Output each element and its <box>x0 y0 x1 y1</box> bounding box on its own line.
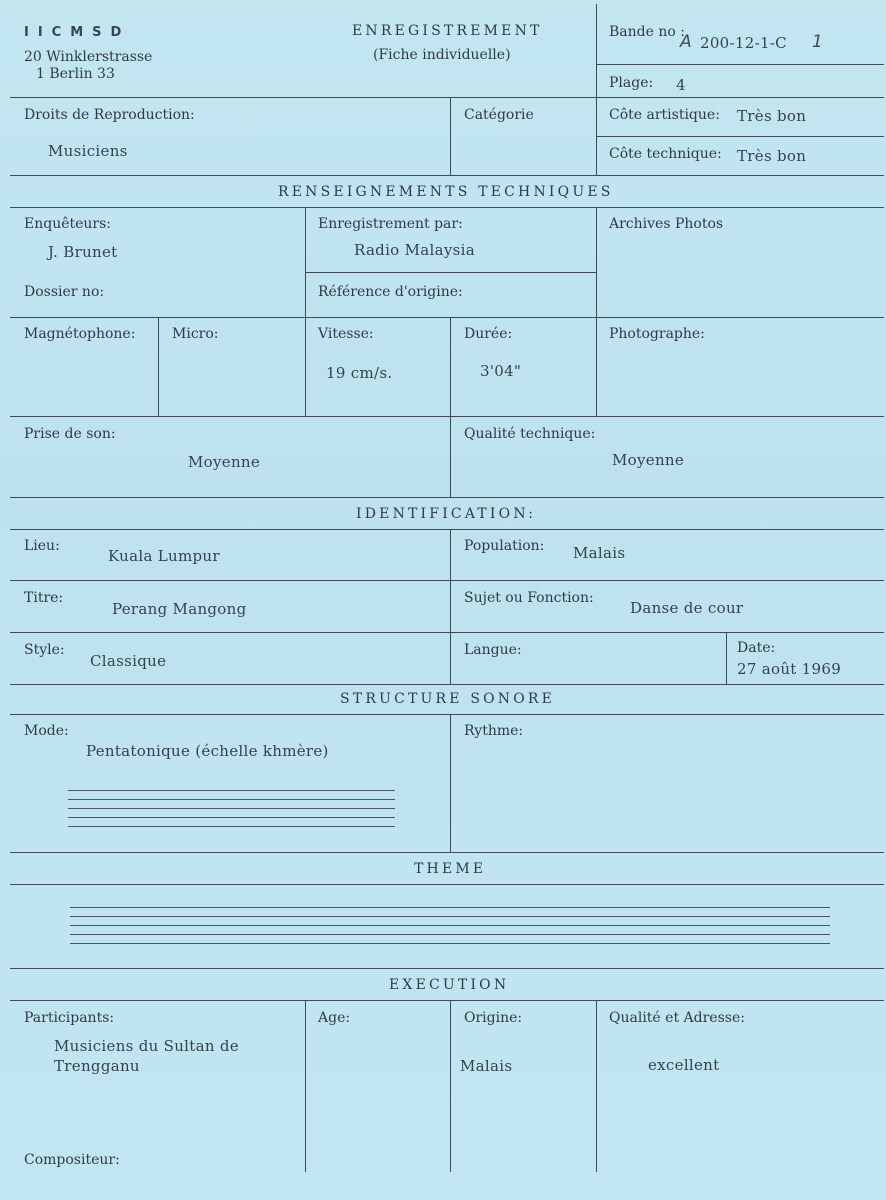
sujet-fonction-value: Danse de cour <box>630 599 744 617</box>
rule-ident-mid <box>450 529 451 684</box>
categorie-label: Catégorie <box>464 107 534 123</box>
dossier-label: Dossier no: <box>24 284 105 300</box>
form-subtitle: (Fiche individuelle) <box>373 47 511 63</box>
population-value: Malais <box>573 544 626 562</box>
rule-theme-title-bottom <box>10 884 884 885</box>
enqueteurs-label: Enquêteurs: <box>24 216 112 232</box>
langue-label: Langue: <box>464 642 522 658</box>
rule-plage-top <box>597 64 884 65</box>
vitesse-value: 19 cm/s. <box>326 364 393 382</box>
section-title-execution: EXECUTION <box>389 977 510 993</box>
date-value: 27 août 1969 <box>737 660 842 678</box>
rule-ident-title-bottom <box>10 529 884 530</box>
rule-struct-title-bottom <box>10 714 884 715</box>
qualite-technique-label: Qualité technique: <box>464 426 596 442</box>
participants-value-line2: Trengganu <box>54 1057 140 1075</box>
enreg-par-label: Enregistrement par: <box>318 216 463 232</box>
cote-technique-value: Très bon <box>737 147 807 165</box>
participants-label: Participants: <box>24 1010 115 1026</box>
rule-age-left <box>305 1000 306 1172</box>
qualite-technique-value: Moyenne <box>612 451 685 469</box>
reference-origine-label: Référence d'origine: <box>318 284 463 300</box>
archives-photos-label: Archives Photos <box>609 216 724 232</box>
rule-style-bottom <box>10 684 884 685</box>
theme-staff-line <box>70 943 830 944</box>
enreg-par-value: Radio Malaysia <box>354 241 475 259</box>
rule-date-left <box>726 632 727 684</box>
age-label: Age: <box>318 1010 351 1026</box>
plage-label: Plage: <box>609 75 654 91</box>
cote-artistique-label: Côte artistique: <box>609 107 720 123</box>
rule-cote-split <box>597 136 884 137</box>
bande-value: 200-12-1-C <box>700 34 787 52</box>
style-value: Classique <box>90 652 167 670</box>
rule-archives-left <box>596 207 597 317</box>
mode-staff-line <box>68 808 395 809</box>
participants-value-line1: Musiciens du Sultan de <box>54 1037 239 1055</box>
prise-de-son-value: Moyenne <box>188 453 261 471</box>
rule-cote-left <box>596 97 597 175</box>
photographe-label: Photographe: <box>609 326 705 342</box>
micro-label: Micro: <box>172 326 219 342</box>
theme-staff-line <box>70 907 830 908</box>
rule-titre-bottom <box>10 632 884 633</box>
bande-mark-left: A <box>680 32 692 52</box>
rule-header-bottom <box>10 97 884 98</box>
mode-staff-line <box>68 799 395 800</box>
rule-qualadr-left <box>596 1000 597 1172</box>
titre-label: Titre: <box>24 590 64 606</box>
rule-origine-left <box>450 1000 451 1172</box>
sujet-fonction-label: Sujet ou Fonction: <box>464 590 594 606</box>
rule-micro-left <box>158 317 159 416</box>
mode-staff-line <box>68 817 395 818</box>
date-label: Date: <box>737 640 776 656</box>
rule-lieu-bottom <box>10 580 884 581</box>
origine-value: Malais <box>460 1057 513 1075</box>
cote-technique-label: Côte technique: <box>609 146 722 162</box>
bande-label: Bande no : <box>609 24 685 40</box>
rule-qualite-left <box>450 416 451 497</box>
lieu-label: Lieu: <box>24 538 60 554</box>
rule-prise-bottom <box>10 497 884 498</box>
theme-staff-line <box>70 916 830 917</box>
enqueteurs-value: J. Brunet <box>48 243 118 261</box>
rule-rythme-left <box>450 714 451 852</box>
prise-de-son-label: Prise de son: <box>24 426 116 442</box>
section-title-identification: IDENTIFICATION: <box>356 506 537 522</box>
rule-dossier-bottom <box>10 317 884 318</box>
qualite-adresse-label: Qualité et Adresse: <box>609 1010 745 1026</box>
rule-photo-left <box>596 317 597 416</box>
droits-label: Droits de Reproduction: <box>24 107 195 123</box>
rule-magneto-bottom <box>10 416 884 417</box>
plage-value: 4 <box>676 76 686 94</box>
rule-bande-left <box>596 4 597 98</box>
section-title-technique: RENSEIGNEMENTS TECHNIQUES <box>278 184 614 200</box>
mode-staff-line <box>68 826 395 827</box>
rule-rights-bottom <box>10 175 884 176</box>
org-address-line2: 1 Berlin 33 <box>36 66 115 82</box>
cote-artistique-value: Très bon <box>737 107 807 125</box>
rule-enreg-split <box>305 272 596 273</box>
droits-value: Musiciens <box>48 142 128 160</box>
population-label: Population: <box>464 538 545 554</box>
rythme-label: Rythme: <box>464 723 524 739</box>
section-title-theme: THEME <box>414 861 487 877</box>
mode-staff-line <box>68 790 395 791</box>
rule-tech-title-bottom <box>10 207 884 208</box>
rule-vitesse-left <box>305 317 306 416</box>
theme-staff-line <box>70 925 830 926</box>
duree-label: Durée: <box>464 326 513 342</box>
style-label: Style: <box>24 642 65 658</box>
titre-value: Perang Mangong <box>112 600 247 618</box>
qualite-adresse-value: excellent <box>648 1056 720 1074</box>
rule-duree-left <box>450 317 451 416</box>
form-title: ENREGISTREMENT <box>352 23 543 39</box>
bande-mark-right: 1 <box>812 32 823 52</box>
theme-staff-line <box>70 934 830 935</box>
mode-value: Pentatonique (échelle khmère) <box>86 742 329 760</box>
origine-label: Origine: <box>464 1010 523 1026</box>
rule-exec-title-bottom <box>10 1000 884 1001</box>
compositeur-label: Compositeur: <box>24 1152 120 1168</box>
rule-categorie-left <box>450 97 451 175</box>
duree-value: 3'04" <box>480 362 522 380</box>
magnetophone-label: Magnétophone: <box>24 326 136 342</box>
org-address-line1: 20 Winklerstrasse <box>24 49 153 65</box>
rule-enreg-left <box>305 207 306 317</box>
lieu-value: Kuala Lumpur <box>108 547 220 565</box>
vitesse-label: Vitesse: <box>318 326 374 342</box>
rule-theme-bottom <box>10 968 884 969</box>
section-title-structure: STRUCTURE SONORE <box>340 691 556 707</box>
rule-struct-bottom <box>10 852 884 853</box>
org-name: IICMSD <box>24 25 131 40</box>
mode-label: Mode: <box>24 723 69 739</box>
